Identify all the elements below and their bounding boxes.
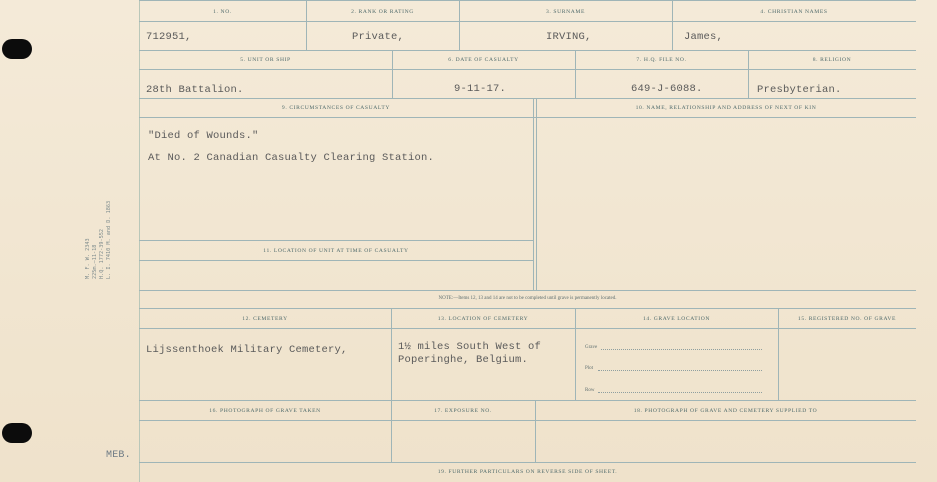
margin-initials: MEB. <box>106 450 131 461</box>
side-print-line: L. I. 7410 M. and D. 1863 <box>106 200 112 279</box>
rank-label: 2. RANK OR RATING <box>351 9 414 15</box>
rule <box>139 260 533 261</box>
surname-label: 3. SURNAME <box>546 9 585 15</box>
grave-field-label: Grave <box>585 345 598 350</box>
rule <box>139 308 916 309</box>
surname-value: IRVING, <box>546 31 592 43</box>
circumstances-line-1: "Died of Wounds." <box>148 130 259 142</box>
next-of-kin-label: 10. NAME, RELATIONSHIP AND ADDRESS OF NEXT OF KIN <box>635 105 817 111</box>
rule <box>533 98 534 290</box>
side-print-line: H.Q. 1772-39-552 <box>99 229 105 279</box>
date-label: 6. DATE OF CASUALTY <box>448 57 519 63</box>
religion-value: Presbyterian. <box>757 84 842 96</box>
rule <box>139 420 916 421</box>
file-no-value: 649-J-6088. <box>631 83 703 95</box>
rule <box>139 50 916 51</box>
rule <box>139 462 916 463</box>
grave-location-label: 14. GRAVE LOCATION <box>642 316 711 322</box>
circumstances-label: 9. CIRCUMSTANCES OF CASUALTY <box>281 105 391 111</box>
plot-field-label: Plot <box>585 366 594 371</box>
side-print-line: 225m.—11-18 <box>92 244 98 279</box>
rank-value: Private, <box>352 31 405 43</box>
side-print-line: M. F. W. 2343 <box>85 238 91 279</box>
rule <box>459 0 460 50</box>
christian-names-label: 4. CHRISTIAN NAMES <box>760 9 828 15</box>
cemetery-value: Lijssenthoek Military Cemetery, <box>146 344 348 356</box>
location-of-unit-label: 11. LOCATION OF UNIT AT TIME OF CASUALTY <box>263 248 409 254</box>
photo-taken-label: 16. PHOTOGRAPH OF GRAVE TAKEN <box>209 408 321 414</box>
rule <box>139 21 916 22</box>
rule <box>139 290 916 291</box>
photo-supplied-label: 18. PHOTOGRAPH OF GRAVE AND CEMETERY SUPPLIED TO <box>633 408 818 414</box>
no-label: 1. NO. <box>213 9 232 15</box>
cemetery-location-line-2: Poperinghe, Belgium. <box>398 354 529 366</box>
punch-hole-top <box>2 39 32 59</box>
further-particulars-label: 19. FURTHER PARTICULARS ON REVERSE SIDE OF SHEET. <box>437 469 618 475</box>
cemetery-label: 12. CEMETERY <box>242 316 288 322</box>
rule <box>139 117 916 118</box>
punch-hole-bottom <box>2 423 32 443</box>
date-value: 9-11-17. <box>454 83 507 95</box>
registered-no-label: 15. REGISTERED NO. OF GRAVE <box>797 316 897 322</box>
file-no-label: 7. H.Q. FILE NO. <box>636 57 687 63</box>
grave-field-line <box>601 349 762 350</box>
religion-label: 8. RELIGION <box>812 57 852 63</box>
rule <box>139 98 916 99</box>
rule <box>536 98 537 290</box>
exposure-no-label: 17. EXPOSURE NO. <box>434 408 492 414</box>
rule <box>139 328 916 329</box>
rule <box>306 0 307 50</box>
plot-field-line <box>598 370 762 371</box>
rule <box>672 0 673 50</box>
rule <box>139 240 533 241</box>
circumstances-line-2: At No. 2 Canadian Casualty Clearing Station. <box>148 152 435 164</box>
unit-label: 5. UNIT OR SHIP <box>240 57 291 63</box>
row-field-line <box>598 392 762 393</box>
completion-note: NOTE:—Items 12, 13 and 14 are not to be completed until grave is permanently located. <box>438 296 617 301</box>
christian-names-value: James, <box>684 31 724 43</box>
rule <box>139 69 916 70</box>
row-field-label: Row <box>585 388 595 393</box>
rule <box>139 400 916 401</box>
cemetery-location-line-1: 1½ miles South West of <box>398 341 542 353</box>
rule <box>139 0 916 1</box>
no-value: 712951, <box>146 31 192 43</box>
cemetery-location-label: 13. LOCATION OF CEMETERY <box>437 316 529 322</box>
unit-value: 28th Battalion. <box>146 84 244 96</box>
